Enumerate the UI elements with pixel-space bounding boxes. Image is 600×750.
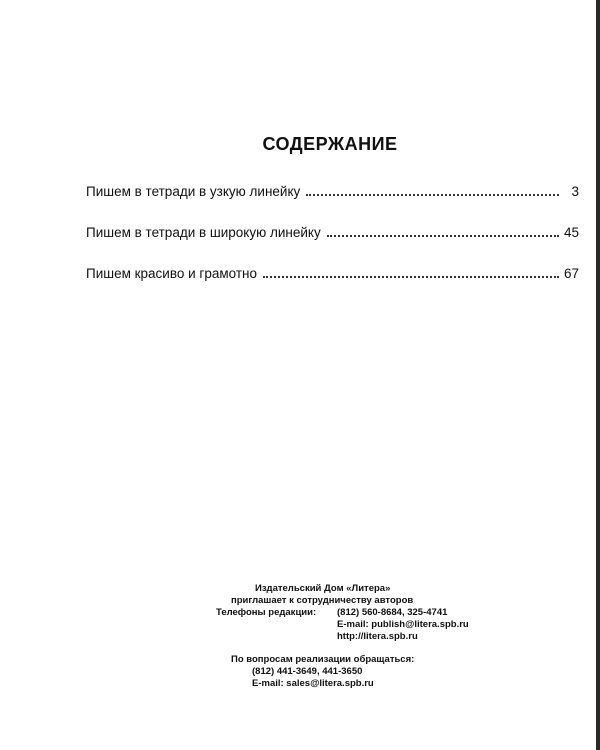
imprint-spacer <box>200 643 500 654</box>
sales-heading: По вопросам реализации обращаться: <box>231 654 415 665</box>
page-edge <box>596 0 600 750</box>
toc-dot-leader <box>263 276 559 278</box>
toc-entry-label: Пишем красиво и грамотно <box>86 266 257 281</box>
toc-title: СОДЕРЖАНИЕ <box>262 134 398 154</box>
toc-entry[interactable] <box>86 225 579 245</box>
toc-entry-label: Пишем в тетради в узкую линейку <box>86 184 301 199</box>
editorial-phones-label: Телефоны редакции: <box>216 607 317 618</box>
toc-entry-label: Пишем в тетради в широкую линейку <box>86 225 321 240</box>
editorial-phones: (812) 560-8684, 325-4741 <box>337 607 448 618</box>
sales-phones: (812) 441-3649, 441-3650 <box>252 666 363 677</box>
website-link[interactable]: http://litera.spb.ru <box>337 631 418 642</box>
publisher-imprint <box>200 583 500 690</box>
publisher-name: Издательский Дом «Литера» <box>255 583 391 594</box>
editorial-phones-row <box>200 607 500 619</box>
toc-entry-page: 3 <box>571 184 579 199</box>
editorial-email-link[interactable]: E-mail: publish@litera.spb.ru <box>337 619 469 630</box>
toc-entry[interactable] <box>86 266 579 286</box>
toc-entry[interactable] <box>86 184 579 204</box>
toc-dot-leader <box>306 194 559 196</box>
publisher-invite: приглашает к сотрудничеству авторов <box>231 595 414 606</box>
toc-entry-page: 67 <box>563 266 579 281</box>
toc-dot-leader <box>327 235 559 237</box>
toc-list <box>86 184 579 307</box>
sales-email-link[interactable]: E-mail: sales@litera.spb.ru <box>252 678 374 689</box>
toc-entry-page: 45 <box>563 225 579 240</box>
